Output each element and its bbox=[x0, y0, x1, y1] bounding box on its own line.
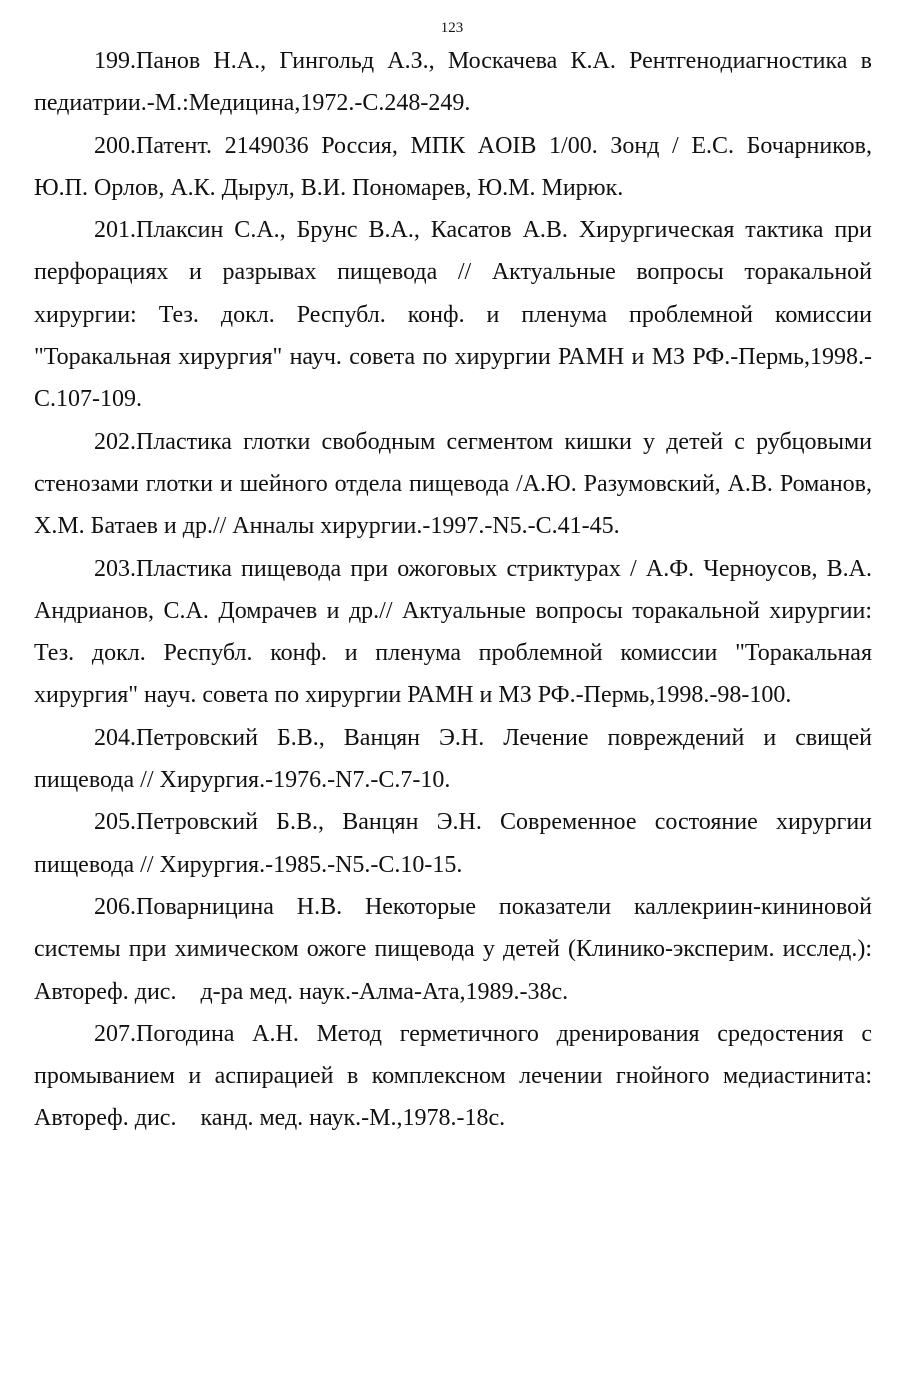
reference-202: 202.Пластика глотки свободным сегментом кишки у детей с рубцовыми стенозами глотки и шейного отдела пищевода /А.Ю. Разумовский, А.В. Романов, Х.М. Батаев и др.// Анналы хирургии.-1997.-N5.-С.41-45. bbox=[34, 428, 872, 540]
page-number: 123 bbox=[440, 20, 464, 36]
reference-204: 204.Петровский Б.В., Ванцян Э.Н. Лечение повреждений и свищей пищевода // Хирургия.-1976.-N7.-С.7-10. bbox=[34, 724, 872, 794]
reference-205: 205.Петровский Б.В., Ванцян Э.Н. Современное состояние хирургии пищевода // Хирургия.-1985.-N5.-С.10-15. bbox=[34, 809, 872, 878]
reference-list bbox=[34, 40, 878, 1140]
reference-200: 200.Патент. 2149036 Россия, МПК AOIB 1/00. Зонд / Е.С. Бочарников, Ю.П. Орлов, А.К. Дырул, В.И. Пономарев, Ю.М. Мирюк. bbox=[34, 132, 872, 201]
reference-207: 207.Погодина А.Н. Метод герметичного дренирования средостения с промыванием и аспирацией в комплексном лечении гнойного медиастинита: Автореф. дис. канд. мед. наук.-М.,1978.-18с. bbox=[34, 1020, 878, 1132]
reference-203: 203.Пластика пищевода при ожоговых стриктурах / А.Ф. Черноусов, В.А. Андрианов, С.А. Домрачев и др.// Актуальные вопросы торакальной хирургии: Тез. докл. Республ. конф. и пленума проблемной комиссии "Торакальная хирургия" науч. совета по хирургии РАМН и МЗ РФ.-Пермь,1998.-98-100. bbox=[34, 555, 872, 709]
reference-201: 201.Плаксин С.А., Брунс В.А., Касатов А.В. Хирургическая тактика при перфорациях и разрывах пищевода // Актуальные вопросы торакальной хирургии: Тез. докл. Республ. конф. и пленума проблемной комиссии "Торакальная хирургия" науч. совета по хирургии РАМН и МЗ РФ.-Пермь,1998.-С.107-109. bbox=[34, 217, 872, 413]
reference-206: 206.Поварницина Н.В. Некоторые показатели каллекриин-кининовой системы при химическом ожоге пищевода у детей (Клинико-эксперим. исслед.): Автореф. дис. д-ра мед. наук.-Алма-Ата,1989.-38с. bbox=[34, 893, 878, 1005]
reference-199: 199.Панов Н.А., Гингольд А.З., Москачева К.А. Рентгенодиагностика в педиатрии.-М.:Медицина,1972.-С.248-249. bbox=[34, 48, 872, 117]
